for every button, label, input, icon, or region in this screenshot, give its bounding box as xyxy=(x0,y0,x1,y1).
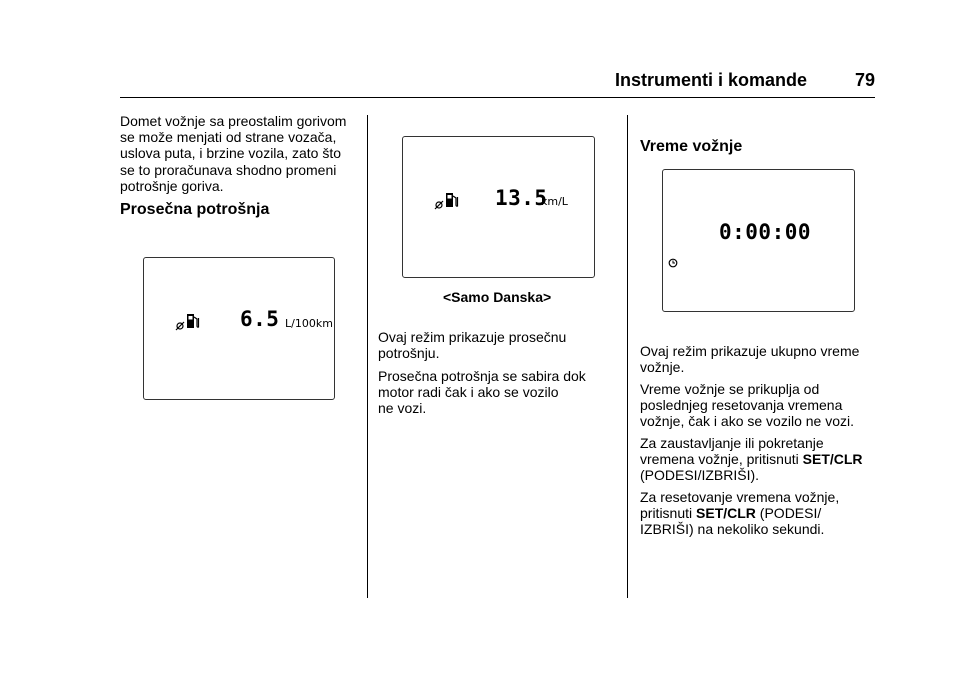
accumulation-note: Prosečna potrošnja se sabira dok motor radi čak i ako se vozilo ne vozi. xyxy=(378,368,586,417)
consumption-value: 13.5 xyxy=(495,186,548,210)
column-divider xyxy=(627,115,628,598)
header-rule xyxy=(120,97,875,98)
stop-start-instruction: Za zaustavljanje ili pokretanje vremena vožnje, pritisnuti SET/CLR (PODESI/IZBRIŠI). xyxy=(640,435,863,484)
section-heading: Vreme vožnje xyxy=(640,138,743,155)
fuel-average-icon xyxy=(433,187,461,211)
set-clr-label: SET/CLR xyxy=(696,505,756,522)
trip-time-value: 0:00:00 xyxy=(719,220,812,244)
consumption-unit: L/100km xyxy=(285,317,333,330)
consumption-unit: km/L xyxy=(541,195,568,208)
intro-paragraph: Domet vožnje sa preostalim gorivom se može menjati od strane vozača, uslova puta, i brzine vozila, zato što se to proračunava shodno promeni potrošnje goriva. xyxy=(120,113,347,194)
column-divider xyxy=(367,115,368,598)
clock-icon xyxy=(668,258,678,268)
mode-description: Ovaj režim prikazuje ukupno vreme vožnje. xyxy=(640,343,860,376)
display-caption: <Samo Danska> xyxy=(443,289,552,305)
consumption-value: 6.5 xyxy=(240,307,280,331)
page-header xyxy=(120,70,875,98)
set-clr-label: SET/CLR xyxy=(802,451,863,468)
trip-time-display xyxy=(662,169,855,312)
mode-description: Ovaj režim prikazuje prosečnu potrošnju. xyxy=(378,329,567,362)
section-title: Instrumenti i komande xyxy=(614,70,807,90)
page-number: 79 xyxy=(854,70,875,90)
reset-instruction: Za resetovanje vremena vožnje, pritisnuti SET/CLR (PODESI/ IZBRIŠI) na nekoliko sekundi. xyxy=(640,489,840,538)
fuel-average-icon xyxy=(174,308,202,332)
average-consumption-display xyxy=(143,257,335,400)
section-heading: Prosečna potrošnja xyxy=(120,201,270,218)
accumulation-note: Vreme vožnje se prikuplja od poslednjeg resetovanja vremena vožnje, čak i ako se vozilo ne vozi. xyxy=(640,381,854,430)
average-consumption-display-dk xyxy=(402,136,595,278)
